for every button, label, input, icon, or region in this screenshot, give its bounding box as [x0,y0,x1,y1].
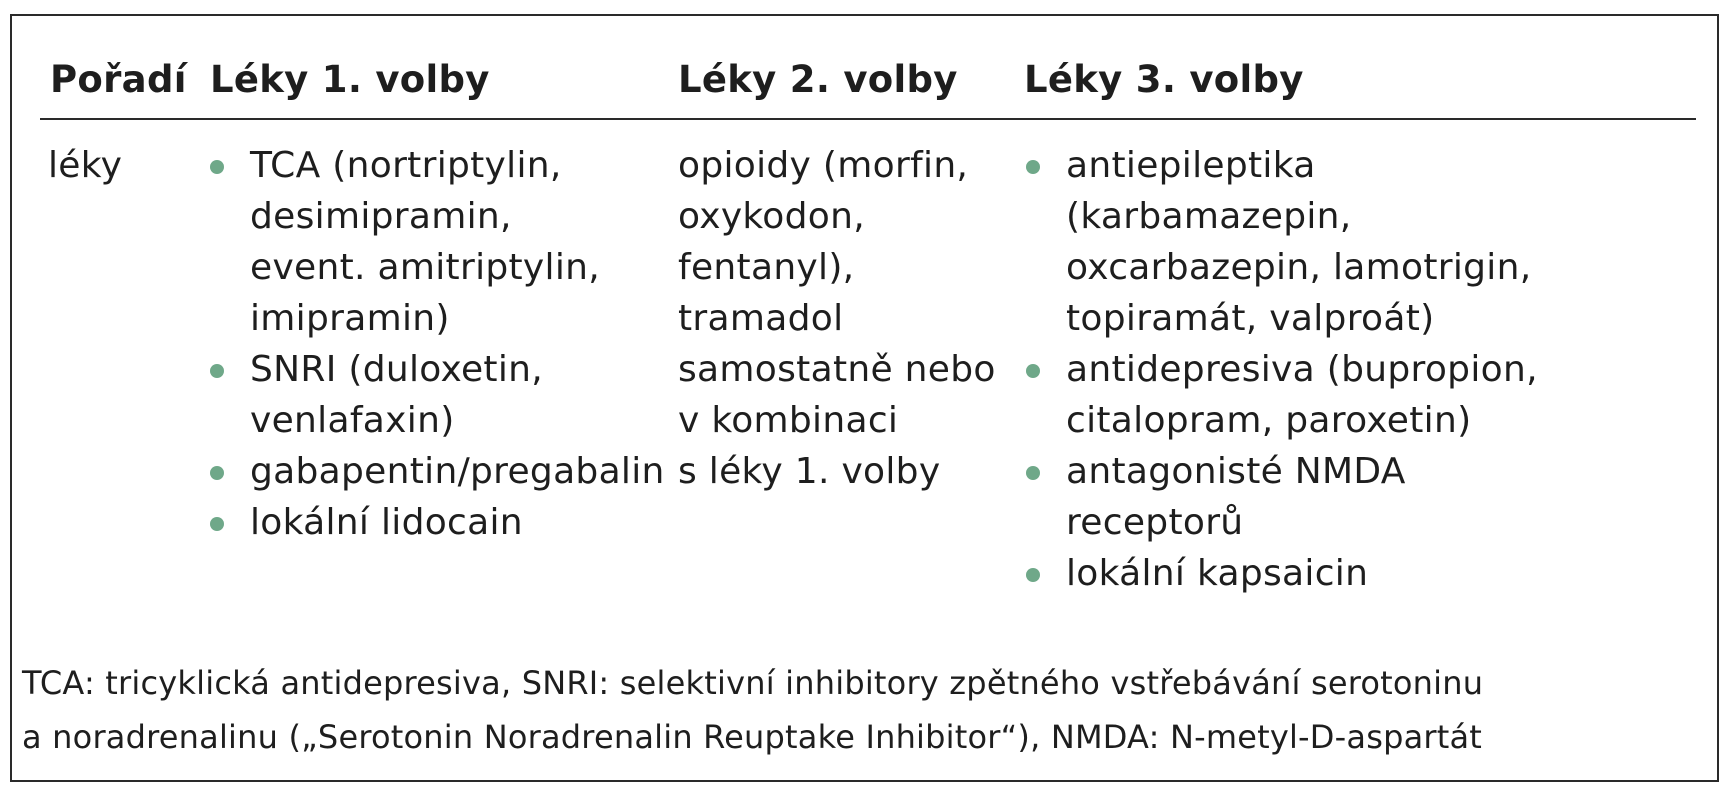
footnote-line-1: TCA: tricyklická antidepresiva, SNRI: selektivní inhibitory zpětného vstřebávání serotoninu [22,664,1484,702]
bullet-icon [1026,160,1040,174]
list-item-line: antidepresiva (bupropion, [1066,349,1538,390]
text-line: fentanyl), [678,247,855,288]
bullet-icon [1026,466,1040,480]
text-line: samostatně nebo [678,349,996,390]
bullet-icon [1026,568,1040,582]
header-order: Pořadí [50,58,187,101]
list-item-line: imipramin) [250,298,450,339]
list-item-line: event. amitriptylin, [250,247,601,288]
list-item-line: venlafaxin) [250,400,455,441]
second-choice-text [678,140,996,497]
list-item [206,497,665,548]
footnote-line-2: a noradrenalinu („Serotonin Noradrenalin Reuptake Inhibitor“), NMDA: N-metyl-D-aspartát [22,718,1483,756]
list-item-line: receptorů [1066,502,1244,543]
third-choice-list [1022,140,1538,599]
text-line: opioidy (morfin, [678,145,969,186]
header-third-choice: Léky 3. volby [1024,58,1304,101]
text-line: tramadol [678,298,844,339]
list-item-line: citalopram, paroxetin) [1066,400,1472,441]
bullet-icon [210,517,224,531]
list-item [1022,140,1538,344]
list-item-line: TCA (nortriptylin, [250,145,562,186]
list-item [206,446,665,497]
list-item [206,140,665,344]
list-item-line: topiramát, valproát) [1066,298,1435,339]
row-label-text: léky [48,145,123,186]
list-item [1022,446,1538,548]
text-line: oxykodon, [678,196,865,237]
text-line: s léky 1. volby [678,451,941,492]
list-item-line: gabapentin/pregabalin [250,451,665,492]
bullet-icon [210,160,224,174]
list-item-line: lokální lidocain [250,502,523,543]
bullet-icon [1026,364,1040,378]
list-item-line: lokální kapsaicin [1066,553,1369,594]
list-item [1022,548,1538,599]
list-item-line: antagonisté NMDA [1066,451,1406,492]
list-item-line: oxcarbazepin, lamotrigin, [1066,247,1532,288]
list-item [1022,344,1538,446]
table-footnote [22,656,1483,764]
row-label [48,140,122,191]
list-item-line: SNRI (duloxetin, [250,349,544,390]
header-first-choice: Léky 1. volby [210,58,490,101]
header-divider [40,118,1696,120]
list-item-line: antiepileptika [1066,145,1316,186]
list-item-line: desimipramin, [250,196,512,237]
text-line: v kombinaci [678,400,899,441]
header-second-choice: Léky 2. volby [678,58,958,101]
bullet-icon [210,364,224,378]
list-item [206,344,665,446]
bullet-icon [210,466,224,480]
first-choice-list [206,140,665,548]
list-item-line: (karbamazepin, [1066,196,1352,237]
